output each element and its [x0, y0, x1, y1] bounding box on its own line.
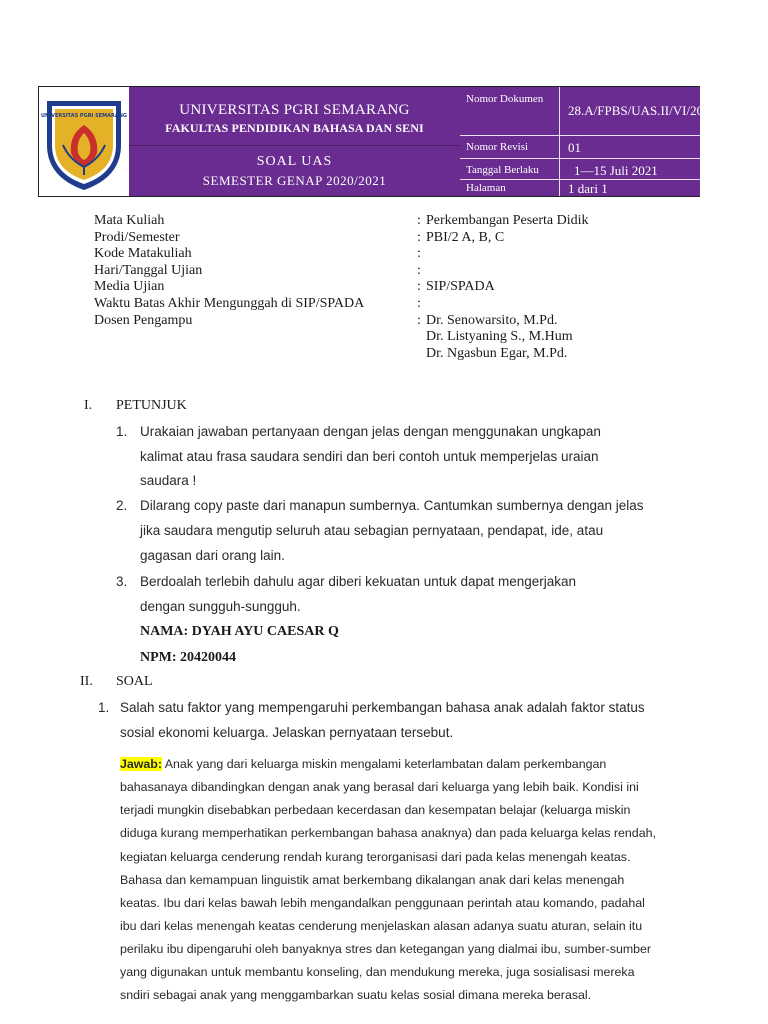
section-title-soal: SOAL — [116, 674, 153, 689]
answer-line: yang digunakan untuk membantu konseling, dan mendukung mereka, juga sosialisasi mereka — [120, 965, 635, 979]
student-name: NAMA: DYAH AYU CAESAR Q — [140, 624, 339, 639]
instruction-number: 1. — [116, 424, 128, 439]
answer-line: ibu dari kelas menengah keatas cenderung menjelaskan alasan adanya suatu aturan, selain itu — [120, 919, 643, 933]
doc-number: 28.A/FPBS/UAS.II/VI/2021 — [568, 103, 717, 118]
answer-line: diduga kurang memperhatikan perkembangan bahasa anaknya) dan pada keluarga kelas rendah, — [120, 826, 656, 840]
answer-text: Anak yang dari keluarga miskin mengalami keterlambatan dalam perkembangan — [162, 757, 607, 771]
meta-row-doc-number — [460, 87, 717, 135]
meta-label: Nomor Dokumen — [460, 87, 560, 135]
instruction-number: 3. — [116, 574, 128, 589]
section-number: I. — [84, 398, 93, 413]
info-label: Media Ujian — [94, 279, 165, 295]
university-name: UNIVERSITAS PGRI SEMARANG — [179, 102, 410, 118]
info-value: PBI/2 A, B, C — [426, 229, 505, 245]
info-label: Hari/Tanggal Ujian — [94, 262, 203, 278]
semester-title: SEMESTER GENAP 2020/2021 — [202, 173, 387, 188]
meta-label: Halaman — [460, 180, 560, 196]
title-cell — [129, 87, 460, 196]
question-line: sosial ekonomi keluarga. Jelaskan pernyataan tersebut. — [120, 725, 454, 740]
answer-line: kegiatan keluarga cenderung rendah kurang terorganisasi dari pada kelas menengah keatas. — [120, 850, 631, 864]
info-label: Waktu Batas Akhir Mengunggah di SIP/SPADA — [94, 295, 365, 311]
section-number: II. — [80, 674, 93, 689]
instruction-line: Urakaian jawaban pertanyaan dengan jelas dengan menggunakan ungkapan — [140, 424, 601, 439]
answer-label: Jawab: — [120, 757, 163, 771]
answer-line: sndiri sebagai anak yang menggambarkan suatu kelas sosial dimana mereka berasal. — [120, 988, 592, 1002]
instruction-line: dengan sungguh-sungguh. — [140, 599, 301, 614]
meta-row-revision — [460, 135, 700, 158]
valid-date: 1—15 Juli 2021 — [574, 163, 658, 178]
logo-text: UNIVERSITAS PGRI SEMARANG — [40, 113, 128, 119]
title-divider — [129, 145, 460, 146]
instruction-number: 2. — [116, 498, 128, 513]
answer-line: perilaku ibu dipengaruhi oleh banyaknya stres dan ketegangan yang dialmai ibu, sumber-sumber — [120, 942, 652, 956]
answer-line: terjadi mungkin disebabkan perbedaan kecerdasan dan kesempatan belajar (keluarga miskin — [120, 803, 631, 817]
instruction-line: Berdoalah terlebih dahulu agar diberi kekuatan untuk dapat mengerjakan — [140, 574, 577, 589]
university-logo — [39, 87, 129, 196]
document-meta — [460, 87, 717, 196]
meta-row-page — [460, 179, 700, 196]
exam-title: SOAL UAS — [256, 154, 333, 169]
instruction-line: kalimat atau frasa saudara sendiri dan beri contoh untuk memperjelas uraian — [140, 449, 599, 464]
answer-line: keatas. Ibu dari kelas bawah lebih mengandalkan penggunaan perintah atau komando, padahal — [120, 896, 645, 910]
logo-cell — [39, 87, 130, 196]
info-value: Dr. Senowarsito, M.Pd. — [426, 312, 558, 328]
info-label: Mata Kuliah — [94, 213, 165, 228]
instruction-line: saudara ! — [140, 473, 197, 488]
instruction-line: gagasan dari orang lain. — [140, 548, 285, 563]
instruction-line: jika saudara mengutip seluruh atau sebagian pernyataan, pendapat, ide, atau — [140, 523, 604, 538]
faculty-name: FAKULTAS PENDIDIKAN BAHASA DAN SENI — [165, 121, 424, 135]
info-value: Dr. Listyaning S., M.Hum — [426, 329, 573, 345]
meta-row-valid-date — [460, 158, 700, 179]
meta-label: Nomor Revisi — [460, 136, 560, 158]
meta-label: Tanggal Berlaku — [460, 159, 560, 179]
info-value: Perkembangan Peserta Didik — [426, 213, 589, 228]
student-npm: NPM: 20420044 — [140, 650, 237, 665]
info-label: Prodi/Semester — [94, 229, 180, 245]
answer-line: bahasanaya dibandingkan dengan anak yang berasal dari keluarga yang lebih baik. Kondisi ini — [120, 780, 639, 794]
info-value: Dr. Ngasbun Egar, M.Pd. — [426, 345, 568, 361]
question-line: Salah satu faktor yang mempengaruhi perkembangan bahasa anak adalah faktor status — [120, 700, 645, 715]
page-info: 1 dari 1 — [568, 181, 608, 196]
info-label: Kode Matakuliah — [94, 246, 192, 262]
document-header-table — [38, 86, 717, 197]
info-label: Dosen Pengampu — [94, 312, 193, 328]
answer-line: Bahasa dan kemampuan linguistik amat berkembang dikalangan anak dari kelas menengah — [120, 873, 625, 887]
answer-first-line — [120, 757, 648, 771]
question-number: 1. — [98, 700, 110, 715]
instruction-line: Dilarang copy paste dari manapun sumbernya. Cantumkan sumbernya dengan jelas — [140, 498, 644, 513]
info-value: SIP/SPADA — [426, 279, 495, 295]
section-title-petunjuk: PETUNJUK — [116, 398, 187, 413]
revision-number: 01 — [568, 140, 581, 155]
